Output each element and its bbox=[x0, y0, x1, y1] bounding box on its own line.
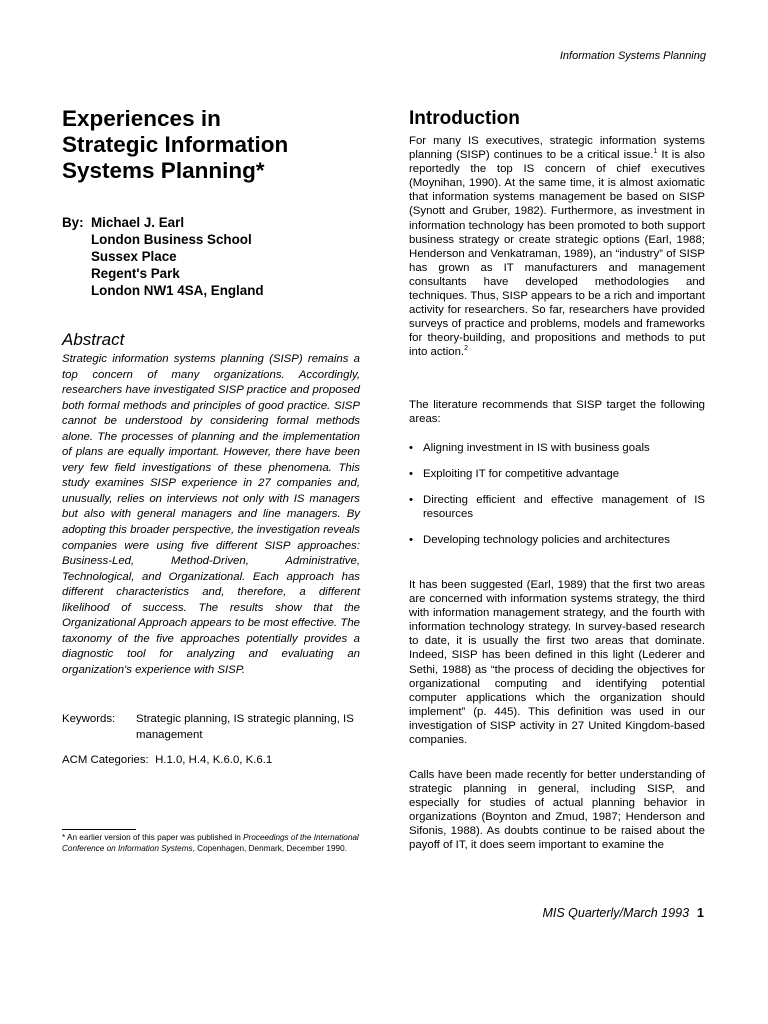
author-address-line: Regent's Park bbox=[91, 266, 180, 281]
acm-label: ACM Categories: bbox=[62, 754, 149, 766]
author-name: Michael J. Earl bbox=[91, 215, 185, 230]
abstract-text: Strategic information systems planning (SISP) remains a top concern of many organizations. Accordingly, researchers have investigated SISP practice and proposed both formal methods and principles of good practice. SISP cannot be understood by considering formal methods alone. The processes of planning and the implementation of plans are equally important. However, there have been very few field investigations of these phenomena. This study examines SISP experience in 27 companies and, unusually, relies on interviews not only with IS managers but also with general managers and line managers. By adopting this broader perspective, the investigation reveals companies were using five different SISP approaches: Business-Led, Method-Driven, Administrative, Technological, and Organizational. Each approach has different characteristics and, therefore, a different likelihood of success. The results show that the Organizational Approach appears to be most effective. The taxonomy of the five approaches potentially provides a diagnostic tool for analyzing and evaluating an organization's experience with SISP. bbox=[62, 353, 360, 676]
footnote-ref: 2 bbox=[464, 345, 468, 353]
list-item-text: Developing technology policies and architectures bbox=[423, 534, 670, 547]
author-address-line: Sussex Place bbox=[91, 249, 177, 264]
footnote-text: An earlier version of this paper was published in bbox=[65, 833, 244, 842]
target-areas-list bbox=[409, 441, 705, 559]
list-item-text: Exploiting IT for competitive advantage bbox=[423, 468, 620, 481]
paragraph-text: It is also reportedly the top IS concern of chief executives (Moynihan, 1990). At the same time, it is almost axiomatic that information systems management be based on SISP (Synott and Gruber, 1982). Furthermore, as investment in information technology has been promoted to both support business strategy or create strategic options (Earl, 1988; Henderson and Venkatraman, 1989), an “industry” of SISP has grown as IT manufacturers and management consultants have developed methodologies and techniques. Thus, SISP appears to be a rich and important activity for researchers. So far, researchers have provided surveys of practice and problems, models and frameworks for theory-building, and propositions and methods to put into action. bbox=[409, 149, 705, 359]
list-item bbox=[409, 441, 705, 455]
list-item bbox=[409, 533, 705, 547]
byline-label: By: bbox=[62, 215, 84, 230]
page-footer bbox=[542, 906, 704, 920]
list-item-text: Directing efficient and effective management of IS resources bbox=[423, 494, 705, 521]
acm-categories bbox=[62, 754, 360, 766]
bullet-icon: • bbox=[409, 442, 413, 454]
paragraph-text: For many IS executives, strategic information systems planning (SISP) continues to be a critical issue. bbox=[409, 135, 705, 162]
footnote-rule bbox=[62, 829, 136, 830]
bullet-icon: • bbox=[409, 534, 413, 547]
introduction-heading: Introduction bbox=[409, 108, 520, 129]
journal-issue: MIS Quarterly/March 1993 bbox=[542, 906, 690, 920]
keywords bbox=[62, 712, 360, 743]
author-address-line: London NW1 4SA, England bbox=[91, 283, 264, 298]
footnote-mark: * bbox=[62, 833, 66, 842]
author-affiliation: London Business School bbox=[91, 232, 252, 247]
bullet-icon: • bbox=[409, 468, 413, 481]
list-item bbox=[409, 493, 705, 521]
author-byline bbox=[62, 214, 360, 299]
intro-paragraph-4: Calls have been made recently for better understanding of strategic planning in general, including SISP, and especially for studies of actual planning behavior in organizations (Boynton and Zmud, 1987; Henderson and Sifonis, 1988). As doubts continue to be raised about the payoff of IT, it does seem important to examine the bbox=[409, 769, 705, 852]
footnote-ref: 1 bbox=[653, 148, 658, 156]
list-item bbox=[409, 467, 705, 481]
footnote-proceedings: Proceedings of the International Conference on Information Systems bbox=[62, 833, 359, 853]
intro-paragraph-3: It has been suggested (Earl, 1989) that the first two areas are concerned with information systems strategy, the third with information management strategy, and the fourth with information technology strategy. In survey-based research to date, it is usually the first two areas that dominate. Indeed, SISP has been defined in this light (Lederer and Sethi, 1988) as “the process of deciding the objectives for organizational computing and identifying potential computer applications which the organization should implement” (p. 445). This definition was used in our investigation of SISP activity in 27 United Kingdom-based companies. bbox=[409, 579, 705, 747]
footnote-text-end: , Copenhagen, Denmark, December 1990. bbox=[192, 843, 347, 853]
footnote bbox=[62, 833, 360, 854]
bullet-icon: • bbox=[409, 494, 413, 507]
intro-paragraph-1 bbox=[409, 134, 705, 360]
keywords-text: Strategic planning, IS strategic planning, IS management bbox=[136, 713, 354, 741]
list-item-text: Aligning investment in IS with business goals bbox=[423, 442, 650, 454]
abstract-heading: Abstract bbox=[62, 330, 125, 349]
running-header: Information Systems Planning bbox=[559, 50, 706, 62]
intro-paragraph-2: The literature recommends that SISP target the following areas: bbox=[409, 399, 705, 426]
acm-text: H.1.0, H.4, K.6.0, K.6.1 bbox=[155, 754, 273, 766]
keywords-label: Keywords: bbox=[62, 713, 116, 725]
paper-title bbox=[62, 106, 360, 184]
title-line: Strategic Information bbox=[62, 132, 289, 157]
title-line: Experiences in bbox=[62, 106, 221, 131]
title-line: Systems Planning* bbox=[62, 158, 265, 183]
page-number: 1 bbox=[697, 906, 704, 920]
